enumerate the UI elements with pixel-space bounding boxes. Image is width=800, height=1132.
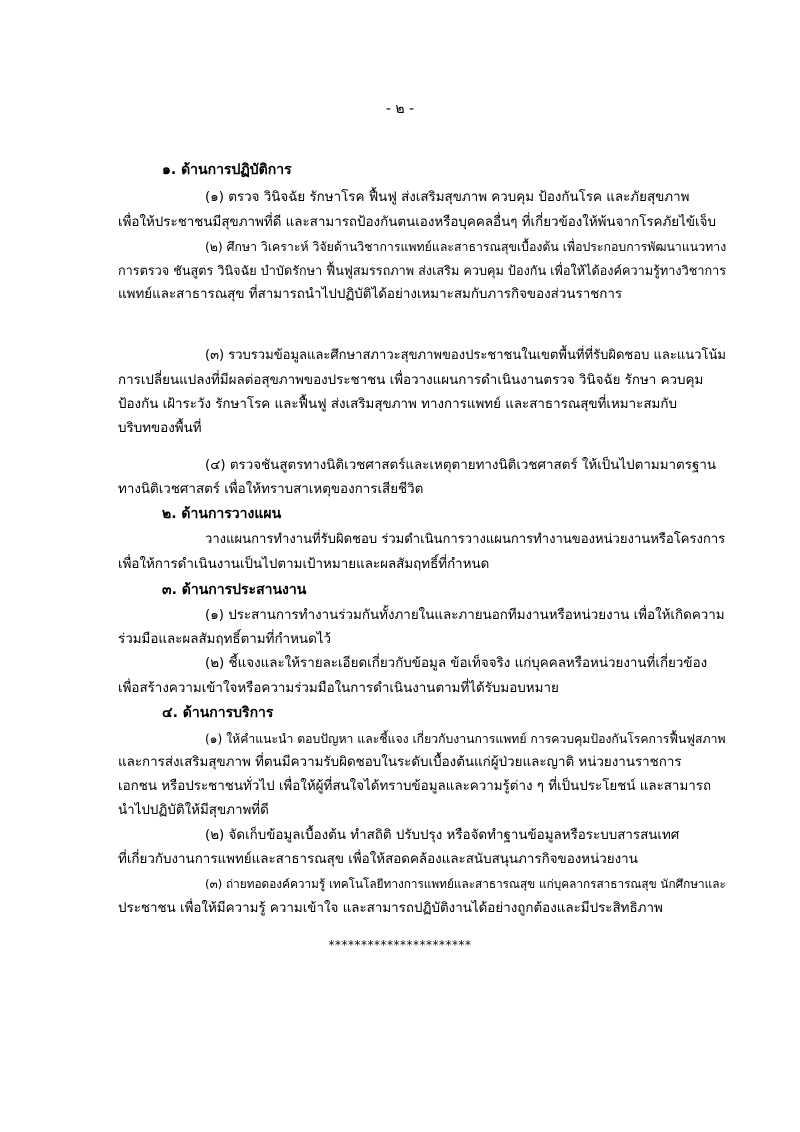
section-1-item-4-line-2: ทางนิติเวชศาสตร์ เพื่อให้ทราบสาเหตุของการเสียชีวิต [118,482,424,497]
section-4-heading: ๔. ด้านการบริการ [162,705,274,721]
section-1-item-3-line-1: (๓) รวบรวมข้อมูลและศึกษาสภาวะสุขภาพของประชาชนในเขตพื้นที่ที่รับผิดชอบ และแนวโน้ม [205,348,727,363]
section-4-item-1-line-3: เอกชน หรือประชาชนทั่วไป เพื่อให้ผู้ที่สนใจได้ทราบข้อมูลและความรู้ต่าง ๆ ที่เป็นประโยชน์ และสามารถ [118,779,712,794]
section-1-item-1-line-1: (๑) ตรวจ วินิจฉัย รักษาโรค ฟื้นฟู ส่งเสริมสุขภาพ ควบคุม ป้องกันโรค และภัยสุขภาพ [205,190,690,205]
section-2-item-1-line-1: วางแผนการทำงานที่รับผิดชอบ ร่วมดำเนินการวางแผนการทำงานของหน่วยงานหรือโครงการ [205,532,726,547]
section-1-heading: ๑. ด้านการปฏิบัติการ [162,162,292,178]
section-4-item-2-line-2: ที่เกี่ยวกับงานการแพทย์และสาธารณสุข เพื่อให้สอดคล้องและสนับสนุนภารกิจของหน่วยงาน [118,852,638,867]
section-1-item-1-line-2: เพื่อให้ประชาชนมีสุขภาพที่ดี และสามารถป้องกันตนเองหรือบุคคลอื่นๆ ที่เกี่ยวข้องให้พ้นจากโรคภัยไข้เจ็บ [118,215,716,230]
section-4-item-2-line-1: (๒) จัดเก็บข้อมูลเบื้องต้น ทำสถิติ ปรับปรุง หรือจัดทำฐานข้อมูลหรือระบบสารสนเทศ [205,828,680,843]
end-marker: ********************** [328,938,472,952]
section-4-item-1-line-4: นำไปปฏิบัติให้มีสุขภาพที่ดี [118,803,269,818]
section-3-item-2-line-1: (๒) ชี้แจงและให้รายละเอียดเกี่ยวกับข้อมูล ข้อเท็จจริง แก่บุคคลหรือหน่วยงานที่เกี่ยวข้อง [205,656,708,671]
section-2-heading: ๒. ด้านการวางแผน [162,506,282,522]
section-4-item-3-line-1: (๓) ถ่ายทอดองค์ความรู้ เทคโนโลยีทางการแพทย์และสาธารณสุข แก่บุคลากรสาธารณสุข นักศึกษาและ [205,877,726,891]
section-3-item-2-line-2: เพื่อสร้างความเข้าใจหรือความร่วมมือในการดำเนินงานตามที่ได้รับมอบหมาย [118,681,559,696]
section-4-item-1-line-2: และการส่งเสริมสุขภาพ ที่ตนมีความรับผิดชอบในระดับเบื้องต้นแก่ผู้ป่วยและญาติ หน่วยงานราชการ [118,755,682,770]
page-number: - ๒ - [385,101,415,117]
section-1-item-3-line-4: บริบทของพื้นที่ [118,421,202,436]
section-3-item-1-line-1: (๑) ประสานการทำงานร่วมกันทั้งภายในและภายนอกทีมงานหรือหน่วยงาน เพื่อให้เกิดความ [205,608,725,623]
section-4-item-1-line-1: (๑) ให้คำแนะนำ ตอบปัญหา และชี้แจง เกี่ยวกับงานการแพทย์ การควบคุมป้องกันโรคการฟื้นฟูสภาพ [205,732,726,746]
section-3-item-1-line-2: ร่วมมือและผลสัมฤทธิ์ตามที่กำหนดไว้ [118,632,332,647]
section-3-heading: ๓. ด้านการประสานงาน [162,582,307,598]
section-2-item-1-line-2: เพื่อให้การดำเนินงานเป็นไปตามเป้าหมายและผลสัมฤทธิ์ที่กำหนด [118,557,490,572]
section-1-item-2-line-1: (๒) ศึกษา วิเคราะห์ วิจัยด้านวิชาการแพทย์และสาธารณสุขเบื้องต้น เพื่อประกอบการพัฒนาแนวทาง [205,240,727,254]
section-4-item-3-line-2: ประชาชน เพื่อให้มีความรู้ ความเข้าใจ และสามารถปฏิบัติงานได้อย่างถูกต้องและมีประสิทธิภาพ [118,901,663,916]
section-1-item-3-line-2: การเปลี่ยนแปลงที่มีผลต่อสุขภาพของประชาชน เพื่อวางแผนการดำเนินงานตรวจ วินิจฉัย รักษา ควบคุม [118,373,704,388]
section-1-item-3-line-3: ป้องกัน เฝ้าระวัง รักษาโรค และฟื้นฟู ส่งเสริมสุขภาพ ทางการแพทย์ และสาธารณสุขที่เหมาะสมกับ [118,397,677,412]
section-1-item-2-line-3: แพทย์และสาธารณสุข ที่สามารถนำไปปฏิบัติได้อย่างเหมาะสมกับภารกิจของส่วนราชการ [118,287,623,302]
section-1-item-2-line-2: การตรวจ ชันสูตร วินิจฉัย บำบัดรักษา ฟื้นฟูสมรรถภาพ ส่งเสริม ควบคุม ป้องกัน เพื่อให้ได้องค์ความรู้ทางวิชาการ [118,263,727,278]
section-1-item-4-line-1: (๔) ตรวจชันสูตรทางนิติเวชศาสตร์และเหตุตายทางนิติเวชศาสตร์ ให้เป็นไปตามมาตรฐาน [205,458,717,473]
